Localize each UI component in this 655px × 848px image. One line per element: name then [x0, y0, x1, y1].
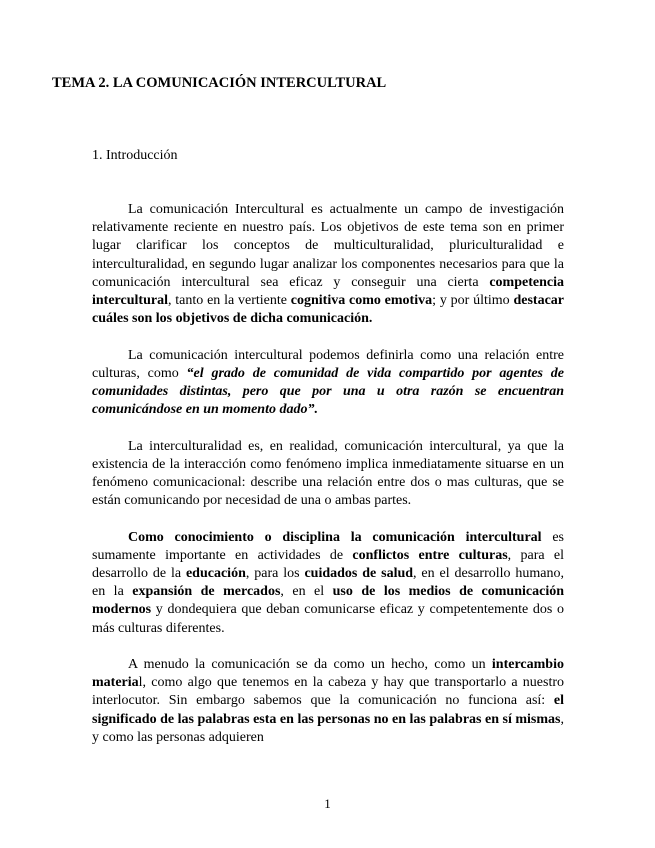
document-title: TEMA 2. LA COMUNICACIÓN INTERCULTURAL	[52, 75, 387, 91]
emphasis-text: educación	[185, 566, 246, 582]
emphasis-text: destacar cuáles son los objetivos de dicha comunicación.	[92, 293, 564, 327]
text-run: , en el	[280, 584, 333, 600]
emphasis-text: cognitiva como emotiva	[290, 293, 433, 309]
emphasis-text: conflictos entre culturas	[352, 547, 508, 563]
text-run: , y como las personas adquieren	[92, 711, 564, 745]
text-run: La interculturalidad es, en realidad, comunicación intercultural, ya que la existencia de la interacción como fenómeno implica inmediatamente situarse en un fenómeno comunicacional: describe una relación entre dos o mas culturas, que se están comunicando por necesidad de una o ambas partes.	[92, 438, 564, 509]
paragraph	[92, 529, 564, 638]
text-run: es sumamente importante en actividades de	[92, 529, 564, 563]
section-heading: 1. Introducción	[92, 148, 178, 163]
text-run: , tanto en la vertiente	[167, 293, 291, 309]
text-run: ; y por último	[432, 293, 514, 309]
text-run: La comunicación intercultural podemos definirla como una relación entre culturas, como	[92, 347, 564, 381]
emphasis-text: uso de los medios de comunicación modernos	[92, 584, 564, 618]
body-text	[92, 201, 564, 765]
emphasis-text: competencia intercultural	[92, 274, 564, 309]
paragraph	[92, 438, 564, 511]
paragraph	[92, 201, 564, 328]
text-run: y dondequiera que deban comunicarse eficaz y competentemente dos o más culturas diferentes.	[92, 602, 564, 636]
text-run: l, como algo que tenemos en la cabeza y hay que transportarlo a nuestro interlocutor. Sin embargo sabemos que la comunicación no funciona así:	[92, 675, 564, 709]
page-number: 1	[324, 796, 331, 811]
text-run: , para el desarrollo de la	[92, 547, 564, 582]
text-run: La comunicación Intercultural es actualmente un campo de investigación relativamente reciente en nuestro país. Los objetivos de este tema son en primer lugar clarificar los conceptos de multiculturalidad, pluriculturalidad e interculturalidad, en segundo lugar analizar los componentes necesarios para que la comunicación intercultural sea eficaz y conseguir una cierta	[92, 202, 564, 290]
emphasis-text: Como conocimiento o disciplina la comunicación intercultural	[128, 529, 542, 545]
text-run: A menudo la comunicación se da como un hecho, como un	[128, 657, 492, 673]
emphasis-text: “el grado de comunidad de vida compartido por agentes de comunidades distintas, pero que por una u otra razón se encuentran comunicándose en un momento dado”.	[92, 365, 565, 418]
text-run: , para los	[245, 566, 305, 582]
text-run: , en el desarrollo humano, en la	[92, 566, 564, 600]
emphasis-text: intercambio materia	[92, 657, 564, 691]
paragraph	[92, 347, 564, 420]
emphasis-text: cuidados de salud	[304, 566, 414, 582]
emphasis-text: el significado de las palabras esta en las personas no en las palabras en sí mismas	[92, 693, 564, 727]
emphasis-text: expansión de mercados	[132, 584, 281, 600]
paragraph	[92, 656, 564, 747]
